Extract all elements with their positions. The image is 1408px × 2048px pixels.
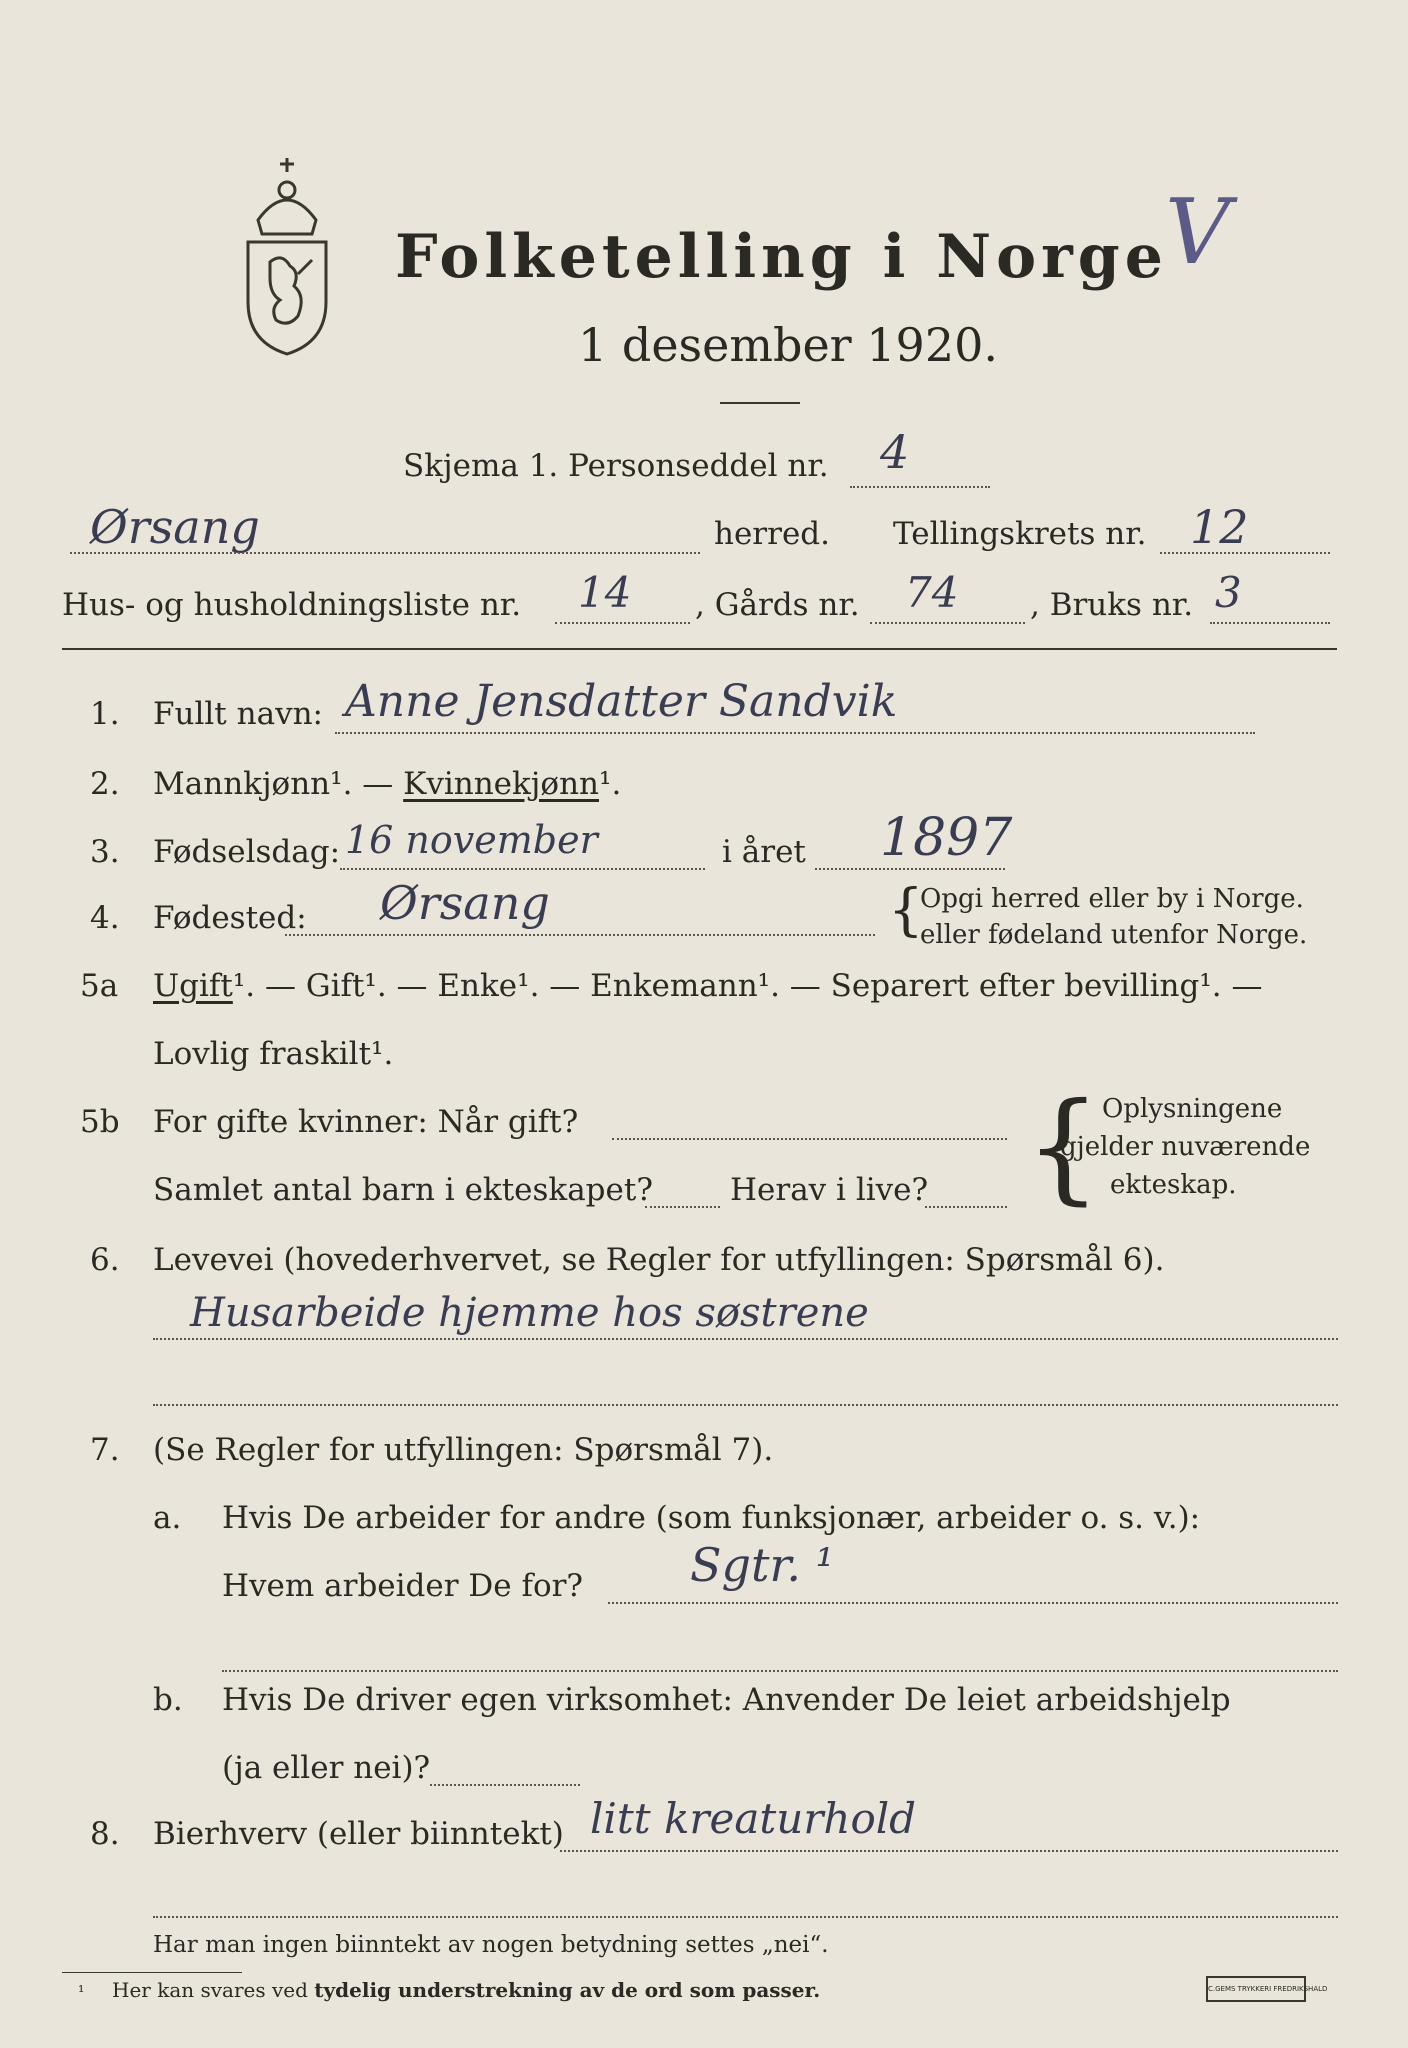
schema-label: Skjema 1. Personseddel nr. xyxy=(403,448,829,484)
herred-value: Ørsang xyxy=(90,500,260,554)
q4-note-line1: Opgi herred eller by i Norge. xyxy=(920,884,1304,914)
footnote-number: ¹ xyxy=(78,1982,85,2001)
q7-label: (Se Regler for utfyllingen: Spørsmål 7). xyxy=(153,1432,774,1468)
form-title: Folketelling i Norge xyxy=(395,222,1168,292)
q4-dotline xyxy=(285,934,875,936)
q5a-number: 5a xyxy=(80,968,119,1004)
title-divider xyxy=(720,402,800,404)
q4-brace: { xyxy=(888,878,924,943)
tellingskrets-label: Tellingskrets nr. xyxy=(893,516,1147,552)
bruks-value: 3 xyxy=(1215,568,1242,617)
footnote-text xyxy=(112,1978,820,2002)
q5b-note2: gjelder nuværende xyxy=(1060,1132,1311,1162)
footnote-rule xyxy=(62,1972,242,1973)
q5a-status xyxy=(153,968,1262,1004)
q3-date-dotline xyxy=(340,868,705,870)
q8-side-income: litt kreaturhold xyxy=(590,1794,917,1843)
q7b-dotline xyxy=(430,1784,580,1786)
bruks-dotline xyxy=(1210,622,1330,624)
q5b-label2: Samlet antal barn i ekteskapet? xyxy=(153,1172,653,1208)
bruks-label: , Bruks nr. xyxy=(1030,587,1194,623)
q8-label: Bierhverv (eller biinntekt) xyxy=(153,1816,564,1852)
q7a-dotline2 xyxy=(222,1670,1338,1672)
printer-stamp: C.GEMS TRYKKERI FREDRIKSHALD xyxy=(1206,1976,1306,2002)
q3-label: Fødselsdag: xyxy=(153,834,341,870)
q1-dotline xyxy=(335,732,1255,734)
q7a-label: Hvis De arbeider for andre (som funksjonær, arbeider o. s. v.): xyxy=(222,1500,1201,1536)
q1-label: Fullt navn: xyxy=(153,696,323,732)
q2-male: Mannkjønn¹. xyxy=(153,766,353,802)
q5b-label3: Herav i live? xyxy=(730,1172,929,1208)
q6-occupation: Husarbeide hjemme hos søstrene xyxy=(190,1290,869,1336)
q3-year-label: i året xyxy=(722,834,806,870)
gards-dotline xyxy=(870,622,1025,624)
herred-dotline xyxy=(70,552,700,554)
gards-label: , Gårds nr. xyxy=(695,587,860,623)
q5b-label1: For gifte kvinner: Når gift? xyxy=(153,1104,579,1140)
hus-value: 14 xyxy=(578,568,632,617)
q6-label: Levevei (hovederhvervet, se Regler for utfyllingen: Spørsmål 6). xyxy=(153,1242,1165,1278)
q7a-label2: Hvem arbeider De for? xyxy=(222,1568,584,1604)
hus-dotline xyxy=(555,622,690,624)
q2-number: 2. xyxy=(90,766,120,802)
q7b-label: Hvis De driver egen virksomhet: Anvender De leiet arbeidshjelp xyxy=(222,1682,1231,1718)
footer-note: Har man ingen biinntekt av nogen betydning settes „nei“. xyxy=(153,1932,829,1958)
q2-gender xyxy=(153,766,621,802)
norwegian-coat-of-arms-icon xyxy=(228,150,346,360)
q5a-other-options: ¹. — Gift¹. — Enke¹. — Enkemann¹. — Separert efter bevilling¹. — xyxy=(232,968,1263,1004)
footnote-bold: tydelig understrekning av de ord som passer. xyxy=(314,1978,821,2002)
herred-label: herred. xyxy=(714,516,830,552)
q7a-employer: Sgtr. ¹ xyxy=(690,1538,835,1592)
q3-year-dotline xyxy=(815,868,1005,870)
q5b-brace: { xyxy=(1025,1078,1102,1217)
schema-dotline xyxy=(850,486,990,488)
q7-number: 7. xyxy=(90,1432,120,1468)
q3-birth-date: 16 november xyxy=(345,818,598,862)
q1-number: 1. xyxy=(90,696,120,732)
q5b-alive-dotline xyxy=(925,1206,1007,1208)
q8-number: 8. xyxy=(90,1816,120,1852)
q5a-ugift-underlined: Ugift xyxy=(153,968,233,1004)
tellingskrets-value: 12 xyxy=(1190,500,1249,554)
q5b-children-dotline xyxy=(645,1206,720,1208)
q5a-line2: Lovlig fraskilt¹. xyxy=(153,1036,394,1072)
q2-female-underlined: Kvinnekjønn xyxy=(403,766,600,802)
q2-separator: — xyxy=(352,766,404,802)
q7a-dotline1 xyxy=(608,1602,1338,1604)
q5b-note1: Oplysningene xyxy=(1102,1094,1283,1124)
q6-dotline2 xyxy=(153,1404,1338,1406)
q4-number: 4. xyxy=(90,900,120,936)
q1-full-name: Anne Jensdatter Sandvik xyxy=(345,676,898,727)
q6-number: 6. xyxy=(90,1242,120,1278)
q7a-letter: a. xyxy=(153,1500,182,1536)
q4-note-line2: eller fødeland utenfor Norge. xyxy=(920,920,1308,950)
q2-female-sup: ¹. xyxy=(599,766,622,802)
q3-birth-year: 1897 xyxy=(880,808,1013,868)
q7b-letter: b. xyxy=(153,1682,183,1718)
q4-label: Fødested: xyxy=(153,900,307,936)
q5b-married-dotline xyxy=(612,1138,1007,1140)
q5b-number: 5b xyxy=(80,1104,120,1140)
q4-birthplace: Ørsang xyxy=(380,876,550,930)
hus-label: Hus- og husholdningsliste nr. xyxy=(62,587,522,623)
q8-dotline1 xyxy=(560,1850,1338,1852)
q8-dotline2 xyxy=(153,1916,1338,1918)
q6-dotline1 xyxy=(153,1338,1338,1340)
header-rule xyxy=(62,648,1337,650)
gards-value: 74 xyxy=(905,568,959,617)
q5b-note3: ekteskap. xyxy=(1110,1170,1237,1200)
check-mark: V xyxy=(1165,180,1230,285)
q3-number: 3. xyxy=(90,834,120,870)
footnote-start: Her kan svares ved xyxy=(112,1978,308,2002)
q7b-label2: (ja eller nei)? xyxy=(222,1750,431,1786)
schema-number: 4 xyxy=(880,425,910,479)
census-date: 1 desember 1920. xyxy=(578,318,998,372)
